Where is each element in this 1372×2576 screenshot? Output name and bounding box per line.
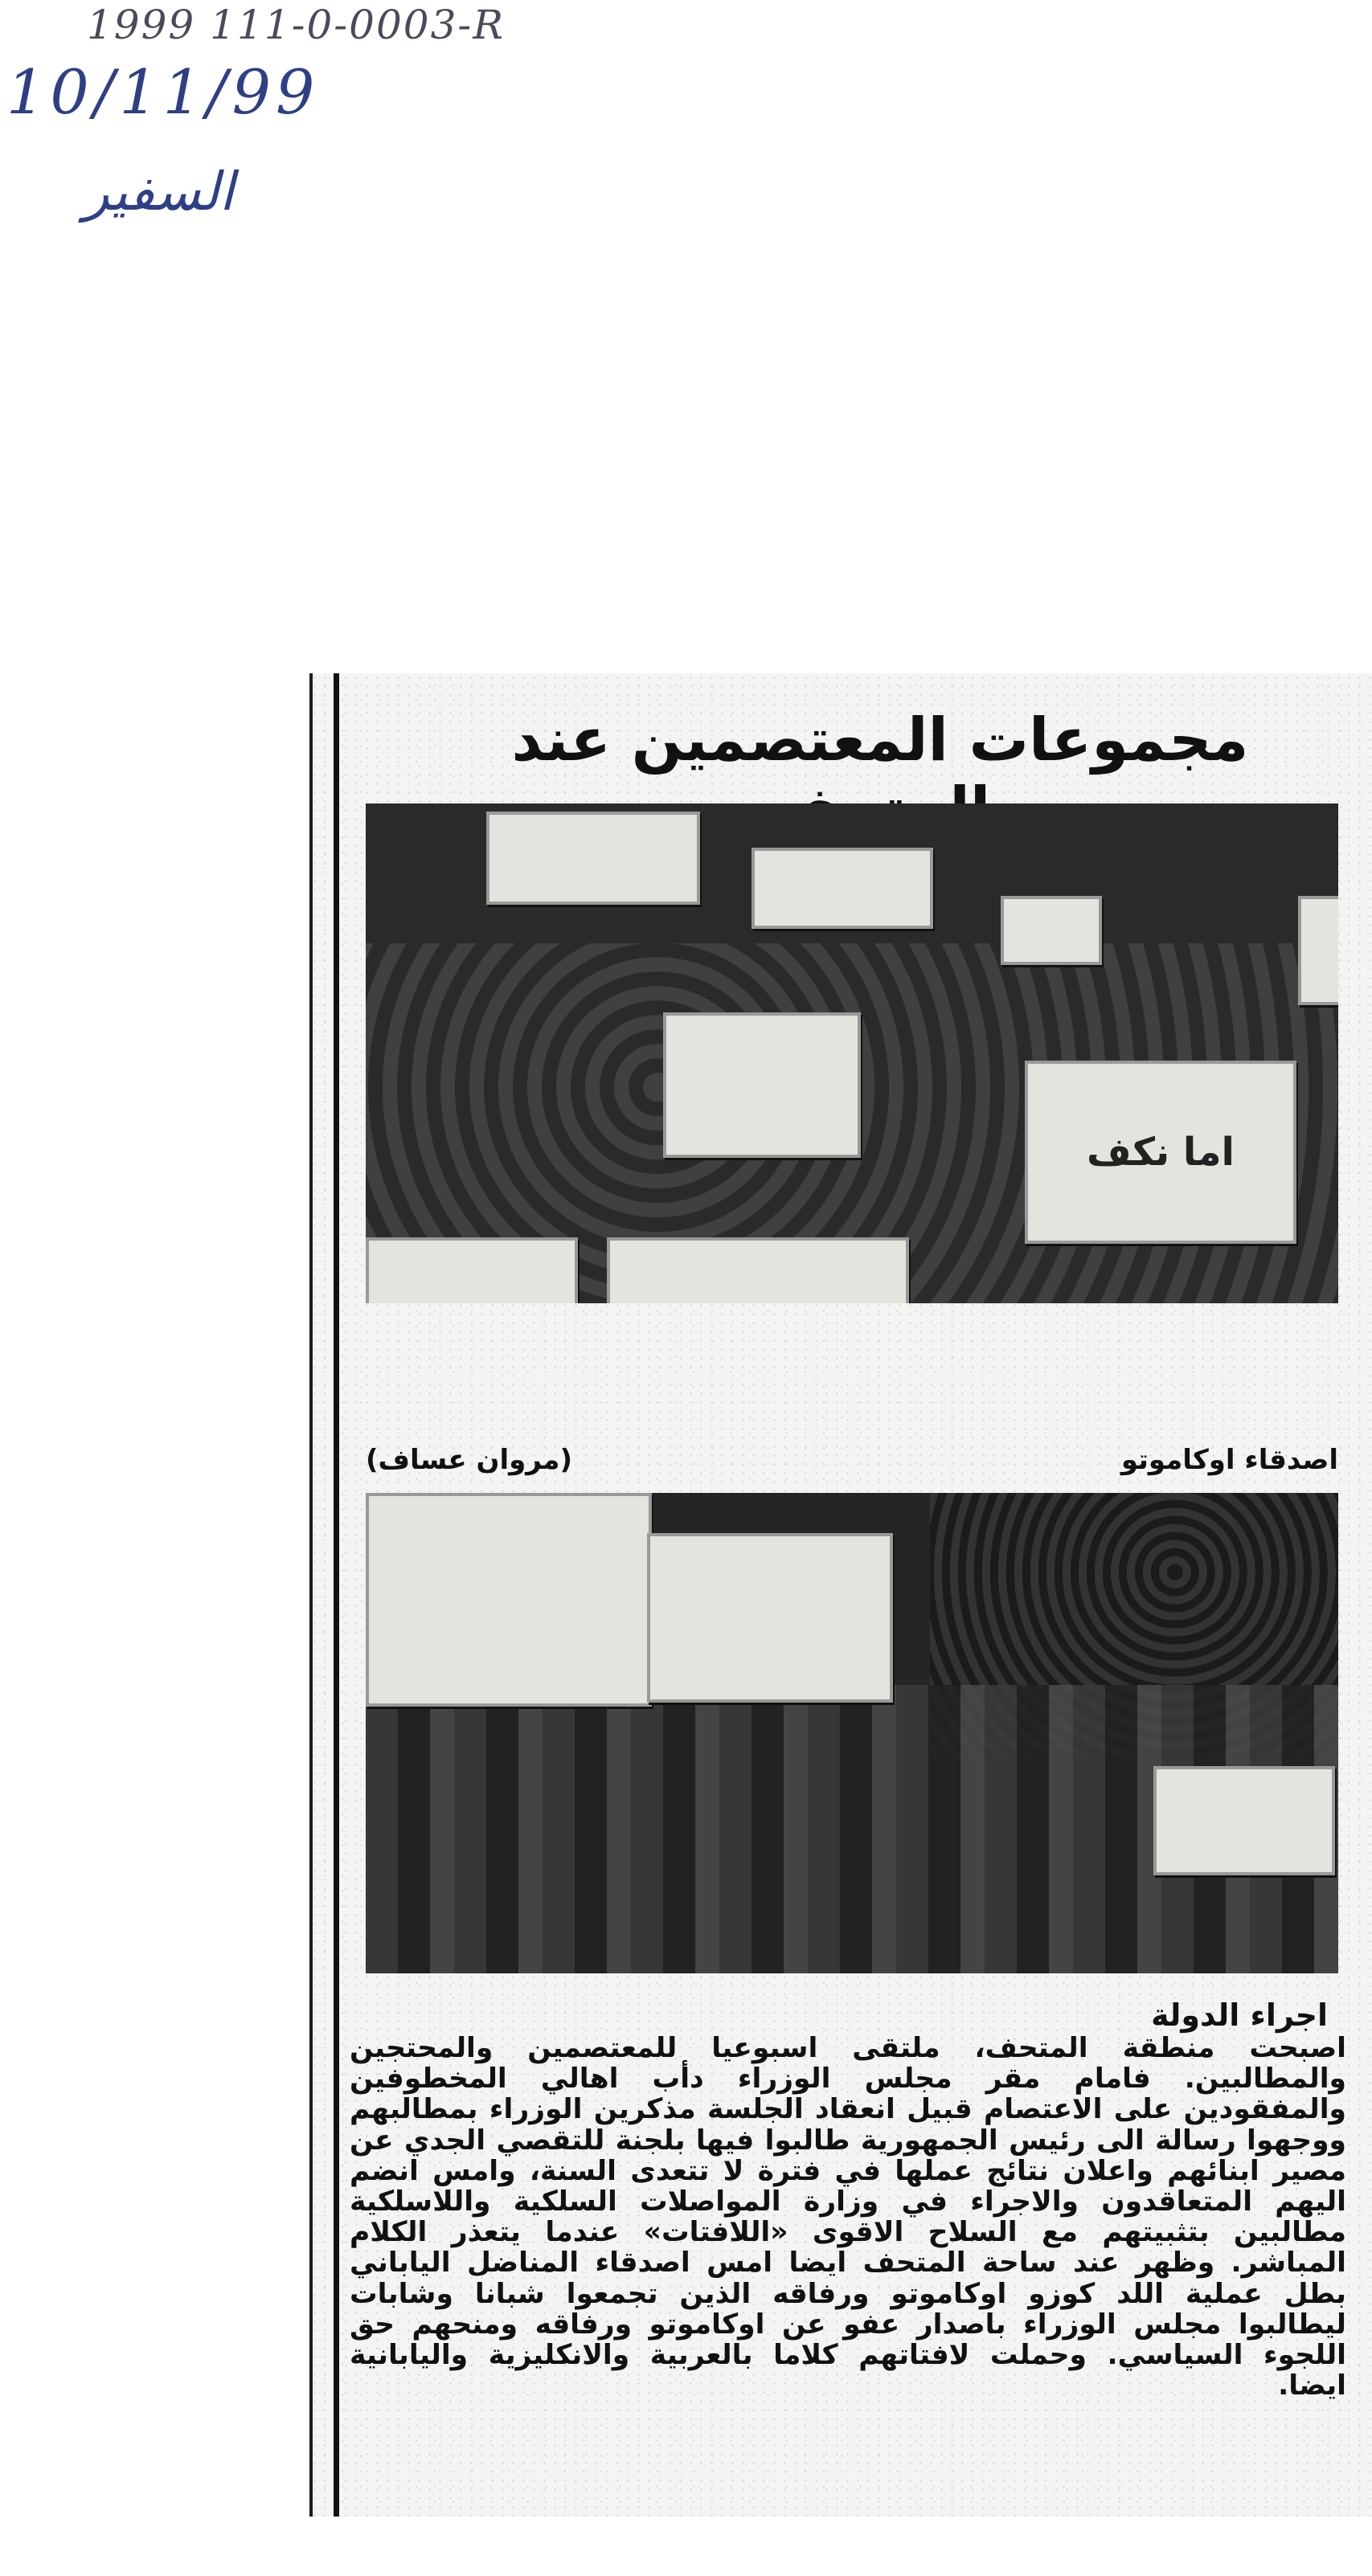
protest-photo-2 (366, 1493, 1338, 1973)
placard (366, 1237, 578, 1303)
protest-photo-1 (366, 803, 1338, 1303)
column-rule-outer (309, 673, 313, 2517)
article-body: اصبحت منطقة المتحف، ملتقى اسبوعيا للمعتصمين والمحتجين والمطالبين. فامام مقر مجلس الوزراء دأب اهالي المخطوفين والمفقودين على الاعتصام قبيل انعقاد الجلسة مذكرين الوزراء بمطالبهم ووجهوا رسالة الى رئيس الجمهورية طالبوا فيها بلجنة للتقصي الجدي عن مصير ابنائهم واعلان نتائج عملها في فترة لا تتعدى السنة، وامس انضم اليهم المتعاقدون والاجراء في وزارة المواصلات السلكية واللاسلكية مطالبين بتثبيتهم مع السلاح الاقوى «اللافتات» عندما يتعذر الكلام المباشر. وظهر عند ساحة المتحف ايضا امس اصدقاء المناضل الياباني بطل عملية اللد كوزو اوكاموتو ورفاقه الذين تجمعوا شبانا وشابات ليطالبوا مجلس الوزراء باصدار عفو عن اوكاموتو ورفاقه ومنحهم حق اللجوء السياسي. وحملت لافتاتهم كلاما بالعربية والانكليزية واليابانية ايضا. (350, 2032, 1346, 2402)
placard (607, 1237, 909, 1303)
placard (1153, 1766, 1335, 1875)
column-rule-inner (334, 673, 339, 2517)
article-subhead: اجراء الدولة (1151, 1997, 1328, 2033)
placard (752, 848, 933, 929)
photo-credit: (مروان عساف) (366, 1444, 573, 1476)
caption-title: اصدقاء اوكاموتو (1120, 1444, 1338, 1476)
placard (1001, 896, 1102, 965)
placard: اما نكف (1025, 1061, 1296, 1244)
placard (366, 1493, 652, 1707)
placard (663, 1012, 861, 1158)
placard (647, 1533, 893, 1703)
handwritten-reference-number: 1999 111-0-0003-R (87, 2, 505, 48)
placard (1298, 896, 1338, 1005)
photo1-caption (366, 1441, 1338, 1479)
handwritten-newspaper-name: السفير (84, 161, 235, 223)
handwritten-date: 10/11/99 (6, 56, 320, 128)
placard (486, 812, 700, 905)
article-headline: مجموعات المعتصمين عند (511, 705, 1249, 775)
newspaper-clipping (309, 673, 1372, 2517)
